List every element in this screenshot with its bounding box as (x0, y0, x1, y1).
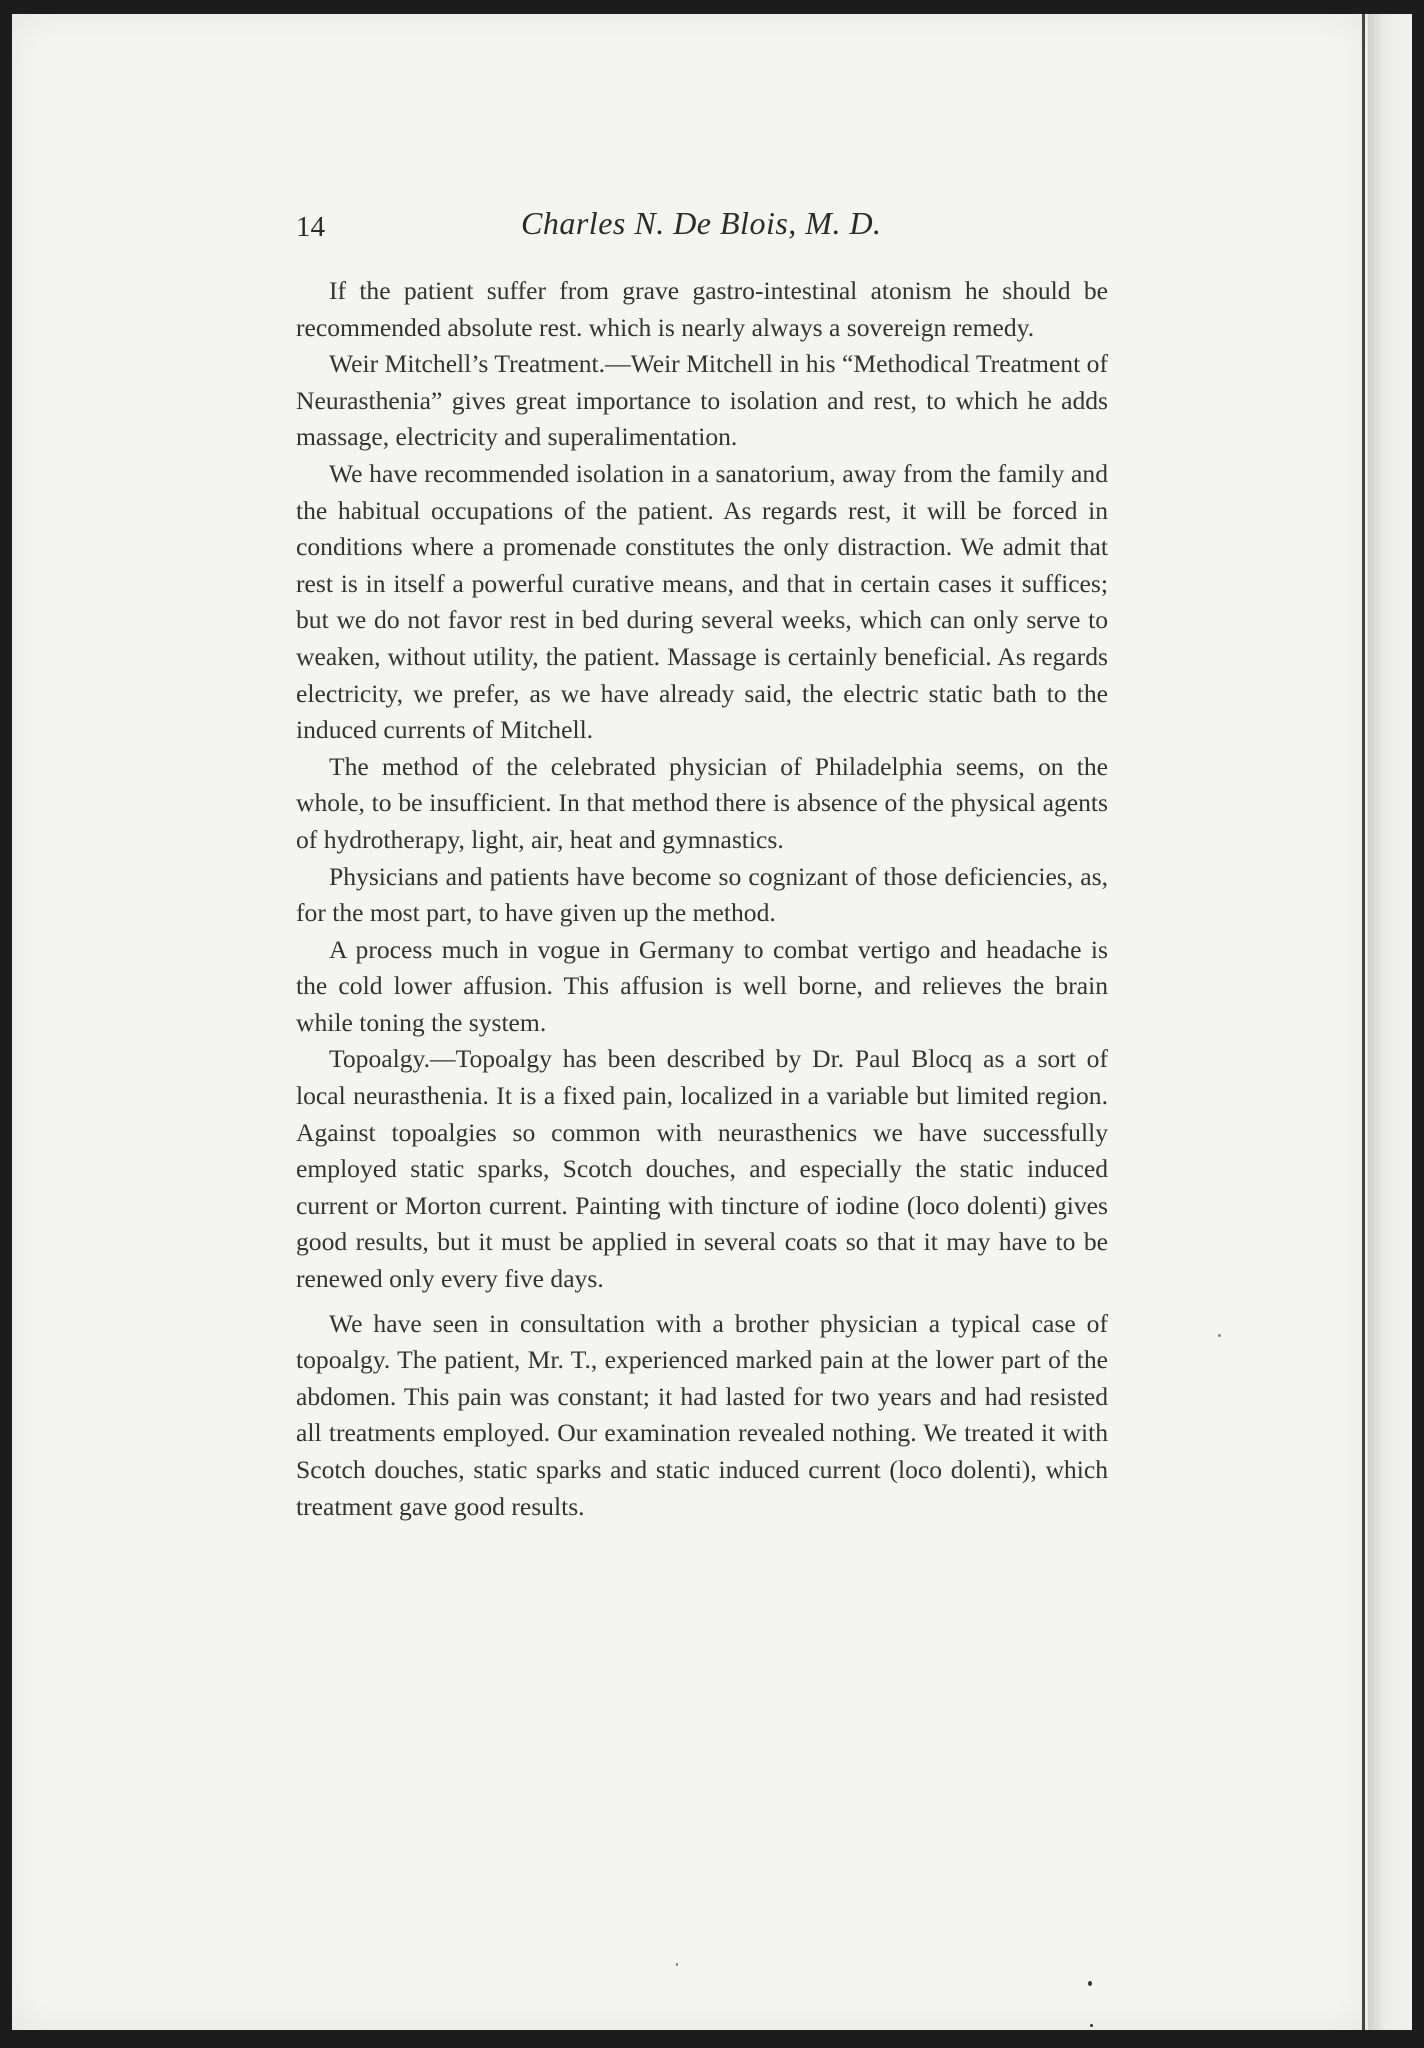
scan-speck (1218, 1334, 1221, 1337)
body-text (296, 273, 1108, 1525)
page-header (296, 205, 1112, 255)
paragraph: We have seen in consultation with a brother physician a typical case of topoalgy. The patient, Mr. T., experienced marked pain at the lower part of the abdomen. This pain was constant; it had lasted for two years and had resisted all treatments employed. Our examination revealed nothing. We treated it with Scotch douches, static sparks and static induced current (loco dolenti), which treatment gave good results. (296, 1308, 1108, 1521)
scan-speck (1088, 1981, 1092, 1986)
paragraph: The method of the celebrated physician of Philadelphia seems, on the whole, to be insufficient. In that method there is absence of the physical agents of hydrotherapy, light, air, heat and gymnastics. (296, 751, 1108, 854)
paragraph: We have recommended isolation in a sanatorium, away from the family and the habitual occupations of the patient. As regards rest, it will be forced in conditions where a promenade constitutes the only distraction. We admit that rest is in itself a powerful curative means, and that in certain cases it suffices; but we do not favor rest in bed during several weeks, which can only serve to weaken, without utility, the patient. Massage is certainly beneficial. As regards electricity, we prefer, as we have already said, the electric static bath to the induced currents of Mitchell. (296, 458, 1108, 745)
page-number: 14 (296, 211, 325, 243)
paragraph: If the patient suffer from grave gastro-intestinal atonism he should be recommended absolute rest. which is nearly always a sovereign remedy. (296, 276, 1108, 342)
scan-speck (1090, 2024, 1093, 2027)
paragraph: Topoalgy.—Topoalgy has been described by Dr. Paul Blocq as a sort of local neurasthenia. It is a fixed pain, localized in a variable but limited region. Against topoalgies so common with neurasthenics we have successfully employed static sparks, Scotch douches, and especially the static induced current or Morton current. Painting with tincture of iodine (loco dolenti) gives good results, but it must be applied in several coats so that it may have to be renewed only every five days. (296, 1044, 1108, 1294)
scan-speck (676, 1963, 678, 1966)
paragraph: Weir Mitchell’s Treatment.—Weir Mitchell in his “Methodical Treatment of Neurasthenia” gives great importance to isolation and rest, to which he adds massage, electricity and superalimentation. (296, 349, 1108, 452)
adjacent-page-edge (1368, 14, 1412, 2030)
running-title: Charles N. De Blois, M. D. (521, 205, 882, 241)
paragraph: A process much in vogue in Germany to combat vertigo and headache is the cold lower affusion. This affusion is well borne, and relieves the brain while toning the system. (296, 934, 1108, 1037)
page-edge-shadow (1362, 14, 1365, 2030)
paragraph: Physicians and patients have become so cognizant of those deficiencies, as, for the most part, to have given up the method. (296, 861, 1108, 928)
